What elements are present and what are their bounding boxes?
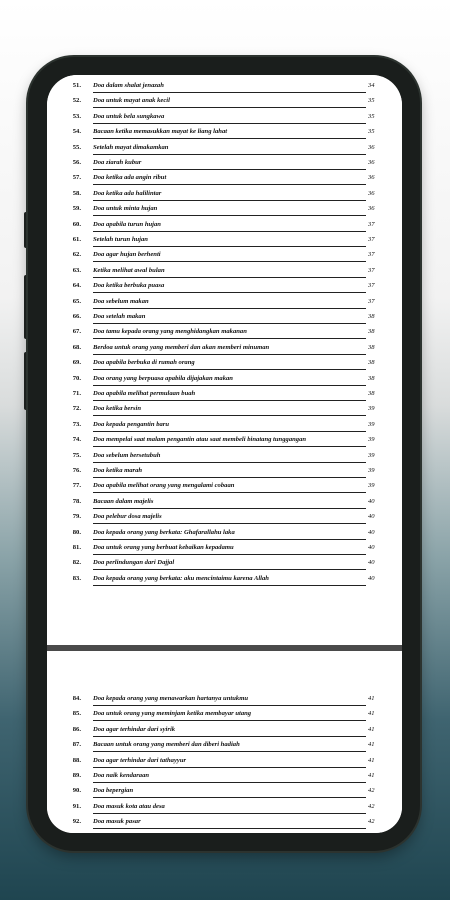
toc-entry[interactable] bbox=[47, 741, 402, 756]
toc-entry-number: 86. bbox=[72, 725, 81, 733]
toc-leader-line bbox=[93, 508, 366, 509]
toc-entry-title: Doa ketika marah bbox=[93, 467, 143, 474]
toc-entry-number: 82. bbox=[72, 559, 81, 567]
toc-entry-title: Doa kepada orang yang berkata: Ghafarallahu laka bbox=[93, 528, 235, 536]
toc-entry-page-number: 40 bbox=[368, 574, 375, 582]
toc-entry-number: 68. bbox=[72, 343, 81, 351]
toc-entry-page-number: 41 bbox=[368, 756, 375, 764]
toc-entry-number: 91. bbox=[72, 802, 81, 810]
toc-leader-line bbox=[93, 215, 366, 216]
toc-entry-number: 63. bbox=[72, 266, 81, 274]
toc-entry[interactable] bbox=[47, 236, 402, 251]
toc-entry-title: Bacaan untuk orang yang memberi dan diberi hadiah bbox=[93, 741, 240, 749]
toc-entry-title: Doa kepada pengantin baru bbox=[93, 420, 170, 428]
toc-entry-title: Doa apabila melihat orang yang mengalami cobaan bbox=[93, 482, 235, 490]
toc-entry-page-number: 37 bbox=[368, 282, 375, 290]
toc-entry-title: Doa orang yang berpuasa apabila dijajakan makan bbox=[93, 374, 233, 382]
toc-entry-title: Doa untuk mayat anak kecil bbox=[93, 97, 170, 105]
toc-leader-line bbox=[93, 415, 366, 416]
toc-leader-line bbox=[93, 277, 366, 278]
toc-entry-title: Doa sebelum bersetubuh bbox=[93, 451, 161, 459]
toc-entry[interactable] bbox=[47, 421, 402, 436]
toc-entry-number: 51. bbox=[72, 82, 81, 89]
toc-entry-title: Doa untuk bela sungkawa bbox=[93, 112, 165, 120]
toc-entry-page-number: 39 bbox=[368, 467, 375, 474]
toc-leader-line bbox=[93, 323, 366, 324]
toc-entry-title: Ketika melihat awal bulan bbox=[93, 266, 165, 274]
toc-entry-page-number: 39 bbox=[368, 451, 375, 459]
toc-leader-line bbox=[93, 828, 366, 829]
toc-entry-title: Bacaan ketika memasukkan mayat ke liang lahat bbox=[93, 128, 228, 136]
toc-leader-line bbox=[93, 107, 366, 108]
toc-entry-title: Doa ziarah kubur bbox=[93, 159, 142, 166]
toc-leader-line bbox=[93, 705, 366, 706]
toc-entry-page-number: 37 bbox=[368, 236, 375, 243]
toc-entry-page-number: 36 bbox=[368, 205, 375, 213]
toc-entry-number: 74. bbox=[72, 436, 81, 444]
toc-entry-title: Doa masuk pasar bbox=[93, 818, 141, 826]
document-page-2[interactable] bbox=[47, 687, 402, 833]
toc-entry-title: Doa apabila melihat permulaan buah bbox=[93, 390, 196, 397]
toc-entry-number: 90. bbox=[72, 787, 81, 795]
toc-entry-page-number: 38 bbox=[368, 343, 375, 351]
toc-entry-number: 92. bbox=[72, 818, 81, 826]
toc-entry-page-number: 38 bbox=[368, 359, 375, 367]
toc-entry[interactable] bbox=[47, 803, 402, 818]
toc-leader-line bbox=[93, 261, 366, 262]
toc-entry-title: Doa pelebur dosa majelis bbox=[93, 513, 162, 521]
toc-entry-page-number: 36 bbox=[368, 189, 375, 197]
toc-leader-line bbox=[93, 767, 366, 768]
toc-leader-line bbox=[93, 200, 366, 201]
toc-leader-line bbox=[93, 154, 366, 155]
toc-entry-title: Setelah turun hujan bbox=[93, 236, 148, 243]
toc-entry-page-number: 37 bbox=[368, 220, 375, 228]
toc-entry-title: Doa ketika ada angin ribut bbox=[93, 174, 167, 182]
toc-leader-line bbox=[93, 446, 366, 447]
toc-leader-line bbox=[93, 462, 366, 463]
toc-entry[interactable] bbox=[47, 359, 402, 374]
toc-entry[interactable] bbox=[47, 205, 402, 220]
toc-entry-number: 76. bbox=[72, 467, 81, 474]
toc-entry[interactable] bbox=[47, 575, 402, 590]
toc-entry-page-number: 37 bbox=[368, 251, 375, 259]
toc-entry-page-number: 41 bbox=[368, 741, 375, 749]
toc-entry-page-number: 38 bbox=[368, 328, 375, 336]
toc-leader-line bbox=[93, 338, 366, 339]
toc-entry-title: Doa apabila berbuka di rumah orang bbox=[93, 359, 195, 367]
toc-entry-title: Berdoa untuk orang yang memberi dan akan memberi minuman bbox=[93, 343, 270, 351]
toc-entry-number: 59. bbox=[72, 205, 81, 213]
toc-entry-page-number: 38 bbox=[368, 374, 375, 382]
toc-entry-title: Doa tamu kepada orang yang menghidangkan makanan bbox=[93, 328, 247, 336]
toc-entry-page-number: 35 bbox=[368, 128, 375, 136]
toc-entry-number: 58. bbox=[72, 189, 81, 197]
toc-entry-title: Doa agar terhindar dari syirik bbox=[93, 725, 176, 733]
toc-leader-line bbox=[93, 813, 366, 814]
toc-entry-page-number: 39 bbox=[368, 420, 375, 428]
toc-entry-number: 85. bbox=[72, 710, 81, 718]
toc-entry-title: Doa perlindungan dari Dajjal bbox=[93, 559, 175, 567]
toc-entry-page-number: 34 bbox=[368, 82, 375, 89]
toc-entry-page-number: 41 bbox=[368, 772, 375, 779]
toc-entry-title: Doa mempelai saat malam pengantin atau saat membeli binatang tunggangan bbox=[93, 436, 307, 444]
toc-entry-title: Setelah mayat dimakamkan bbox=[93, 143, 169, 151]
toc-entry[interactable] bbox=[47, 390, 402, 405]
toc-entry[interactable] bbox=[47, 344, 402, 359]
toc-leader-line bbox=[93, 246, 366, 247]
toc-entry-page-number: 40 bbox=[368, 497, 375, 505]
toc-leader-line bbox=[93, 123, 366, 124]
toc-leader-line bbox=[93, 539, 366, 540]
toc-entry-page-number: 39 bbox=[368, 482, 375, 490]
toc-entry-page-number: 41 bbox=[368, 725, 375, 733]
toc-entry-page-number: 40 bbox=[368, 544, 375, 551]
toc-entry[interactable] bbox=[47, 267, 402, 282]
toc-leader-line bbox=[93, 720, 366, 721]
toc-entry-page-number: 40 bbox=[368, 513, 375, 521]
toc-entry-page-number: 40 bbox=[368, 528, 375, 536]
toc-entry-title: Doa untuk orang yang meminjam ketika membayar utang bbox=[93, 710, 252, 718]
toc-leader-line bbox=[93, 400, 366, 401]
toc-entry[interactable] bbox=[47, 82, 402, 97]
toc-entry-title: Doa untuk orang yang berbuat kebaikan kepadamu bbox=[93, 544, 234, 551]
toc-entry-number: 67. bbox=[72, 328, 81, 336]
toc-entry[interactable] bbox=[47, 328, 402, 343]
toc-entry[interactable] bbox=[47, 544, 402, 559]
toc-entry-title: Doa ketika ada halilintar bbox=[93, 189, 162, 197]
toc-entry-title: Doa sebelum makan bbox=[93, 297, 149, 305]
toc-entry[interactable] bbox=[47, 513, 402, 528]
toc-entry-number: 60. bbox=[72, 220, 81, 228]
toc-entry[interactable] bbox=[47, 298, 402, 313]
toc-leader-line bbox=[93, 797, 366, 798]
toc-entry-number: 64. bbox=[72, 282, 81, 290]
phone-screen[interactable] bbox=[47, 75, 402, 833]
toc-entry-title: Doa naik kendaraan bbox=[93, 772, 150, 779]
toc-entry[interactable] bbox=[47, 313, 402, 328]
toc-entry[interactable] bbox=[47, 159, 402, 174]
toc-leader-line bbox=[93, 292, 366, 293]
toc-entry[interactable] bbox=[47, 498, 402, 513]
toc-entry[interactable] bbox=[47, 113, 402, 128]
toc-entry-title: Bacaan dalam majelis bbox=[93, 497, 154, 505]
toc-leader-line bbox=[93, 585, 366, 586]
toc-entry[interactable] bbox=[47, 190, 402, 205]
toc-entry[interactable] bbox=[47, 818, 402, 833]
toc-entry-number: 78. bbox=[72, 497, 81, 505]
toc-entry-number: 61. bbox=[72, 236, 81, 243]
toc-entry-number: 54. bbox=[72, 128, 81, 136]
toc-entry-title: Doa masuk kota atau desa bbox=[93, 802, 165, 810]
toc-entry-title: Doa agar hujan berhenti bbox=[93, 251, 161, 259]
toc-entry-page-number: 40 bbox=[368, 559, 375, 567]
toc-entry-title: Doa ketika berbuka puasa bbox=[93, 282, 165, 290]
toc-entry-number: 89. bbox=[72, 772, 81, 779]
toc-entry-page-number: 41 bbox=[368, 695, 375, 702]
toc-entry-number: 81. bbox=[72, 544, 81, 551]
toc-leader-line bbox=[93, 169, 366, 170]
page-divider bbox=[47, 645, 402, 651]
toc-entry-page-number: 42 bbox=[368, 818, 375, 826]
toc-entry-title: Doa kepada orang yang berkata: aku mencintaimu karena Allah bbox=[93, 574, 269, 582]
toc-entry-title: Doa untuk minta hujan bbox=[93, 205, 158, 213]
toc-entry-number: 83. bbox=[72, 574, 81, 582]
toc-entry[interactable] bbox=[47, 251, 402, 266]
toc-entry[interactable] bbox=[47, 772, 402, 787]
toc-entry-page-number: 36 bbox=[368, 143, 375, 151]
toc-entry[interactable] bbox=[47, 144, 402, 159]
toc-entry-title: Doa apabila turun hujan bbox=[93, 220, 161, 228]
toc-leader-line bbox=[93, 184, 366, 185]
toc-leader-line bbox=[93, 92, 366, 93]
toc-entry-number: 71. bbox=[72, 390, 81, 397]
toc-entry-title: Doa bepergian bbox=[93, 787, 134, 795]
toc-entry-page-number: 42 bbox=[368, 802, 375, 810]
toc-entry-number: 69. bbox=[72, 359, 81, 367]
toc-leader-line bbox=[93, 554, 366, 555]
toc-entry-number: 56. bbox=[72, 159, 81, 166]
toc-entry[interactable] bbox=[47, 726, 402, 741]
toc-leader-line bbox=[93, 385, 366, 386]
toc-entry[interactable] bbox=[47, 174, 402, 189]
toc-entry-number: 88. bbox=[72, 756, 81, 764]
toc-entry-page-number: 41 bbox=[368, 710, 375, 718]
toc-entry[interactable] bbox=[47, 128, 402, 143]
toc-entry[interactable] bbox=[47, 452, 402, 467]
toc-leader-line bbox=[93, 569, 366, 570]
document-page-1[interactable] bbox=[47, 75, 402, 643]
toc-entry-page-number: 39 bbox=[368, 405, 375, 413]
toc-entry-number: 62. bbox=[72, 251, 81, 259]
toc-entry-page-number: 38 bbox=[368, 313, 375, 320]
toc-entry-number: 66. bbox=[72, 313, 81, 320]
toc-leader-line bbox=[93, 231, 366, 232]
toc-entry-page-number: 37 bbox=[368, 297, 375, 305]
toc-entry-title: Doa ketika bersin bbox=[93, 405, 141, 413]
toc-leader-line bbox=[93, 354, 366, 355]
toc-entry-number: 72. bbox=[72, 405, 81, 413]
toc-entry[interactable] bbox=[47, 710, 402, 725]
toc-entry-number: 52. bbox=[72, 97, 81, 105]
toc-entry-title: Doa agar terhindar dari tathayyur bbox=[93, 756, 187, 764]
toc-leader-line bbox=[93, 308, 366, 309]
toc-entry-page-number: 36 bbox=[368, 159, 375, 166]
toc-entry[interactable] bbox=[47, 221, 402, 236]
toc-entry[interactable] bbox=[47, 559, 402, 574]
toc-leader-line bbox=[93, 369, 366, 370]
toc-entry-number: 53. bbox=[72, 112, 81, 120]
toc-entry-page-number: 35 bbox=[368, 112, 375, 120]
toc-entry[interactable] bbox=[47, 467, 402, 482]
toc-entry-page-number: 42 bbox=[368, 787, 375, 795]
toc-entry-number: 80. bbox=[72, 528, 81, 536]
toc-entry[interactable] bbox=[47, 695, 402, 710]
toc-entry-page-number: 38 bbox=[368, 390, 375, 397]
toc-entry-number: 77. bbox=[72, 482, 81, 490]
toc-entry-number: 79. bbox=[72, 513, 81, 521]
toc-entry-page-number: 36 bbox=[368, 174, 375, 182]
toc-entry-number: 65. bbox=[72, 297, 81, 305]
toc-entry-title: Doa setelah makan bbox=[93, 313, 146, 320]
toc-entry-number: 57. bbox=[72, 174, 81, 182]
toc-leader-line bbox=[93, 751, 366, 752]
toc-entry-number: 87. bbox=[72, 741, 81, 749]
toc-leader-line bbox=[93, 431, 366, 432]
toc-entry-number: 84. bbox=[72, 695, 81, 702]
toc-entry[interactable] bbox=[47, 375, 402, 390]
toc-leader-line bbox=[93, 477, 366, 478]
toc-entry-page-number: 35 bbox=[368, 97, 375, 105]
toc-entry-title: Doa kepada orang yang menawarkan hartanya untukmu bbox=[93, 695, 248, 702]
toc-leader-line bbox=[93, 492, 366, 493]
toc-entry[interactable] bbox=[47, 436, 402, 451]
toc-entry-page-number: 39 bbox=[368, 436, 375, 444]
toc-entry-number: 73. bbox=[72, 420, 81, 428]
toc-leader-line bbox=[93, 523, 366, 524]
toc-entry-number: 70. bbox=[72, 374, 81, 382]
toc-entry[interactable] bbox=[47, 97, 402, 112]
toc-entry[interactable] bbox=[47, 482, 402, 497]
toc-entry[interactable] bbox=[47, 282, 402, 297]
toc-entry[interactable] bbox=[47, 757, 402, 772]
toc-entry[interactable] bbox=[47, 405, 402, 420]
toc-entry[interactable] bbox=[47, 529, 402, 544]
toc-entry-number: 75. bbox=[72, 451, 81, 459]
toc-leader-line bbox=[93, 138, 366, 139]
toc-entry-title: Doa dalam shalat jenazah bbox=[93, 82, 164, 89]
toc-leader-line bbox=[93, 782, 366, 783]
toc-entry[interactable] bbox=[47, 787, 402, 802]
toc-entry-page-number: 37 bbox=[368, 266, 375, 274]
toc-entry-number: 55. bbox=[72, 143, 81, 151]
toc-leader-line bbox=[93, 736, 366, 737]
